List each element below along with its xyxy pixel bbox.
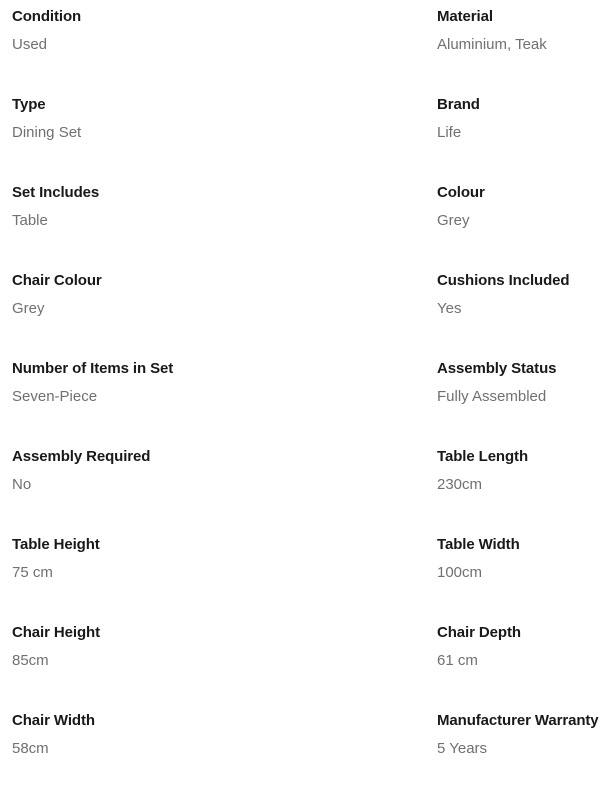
- spec-row: [0, 704, 603, 792]
- spec-set-includes: [12, 184, 412, 230]
- spec-number-of-items: [12, 360, 412, 406]
- spec-value: No: [12, 476, 32, 493]
- spec-value: 230cm: [437, 476, 483, 493]
- spec-table-width: [437, 536, 603, 582]
- spec-label: Number of Items in Set: [12, 360, 174, 377]
- spec-label: Table Width: [437, 536, 520, 553]
- spec-value: Table: [12, 212, 48, 229]
- spec-row: [0, 440, 603, 528]
- spec-label: Chair Depth: [437, 624, 521, 641]
- spec-value: 100cm: [437, 564, 483, 581]
- spec-table-height: [12, 536, 412, 582]
- spec-label: Material: [437, 8, 493, 25]
- spec-value: Used: [12, 36, 48, 53]
- spec-chair-colour: [12, 272, 412, 318]
- spec-label: Set Includes: [12, 184, 100, 201]
- spec-value: Dining Set: [12, 124, 82, 141]
- spec-cushions-included: [437, 272, 603, 318]
- spec-value: 5 Years: [437, 740, 488, 757]
- spec-value: Grey: [12, 300, 45, 317]
- spec-label: Assembly Status: [437, 360, 557, 377]
- spec-label: Table Height: [12, 536, 100, 553]
- spec-value: Life: [437, 124, 462, 141]
- spec-row: [0, 352, 603, 440]
- spec-value: 61 cm: [437, 652, 478, 669]
- spec-material: [437, 8, 603, 54]
- spec-row: [0, 88, 603, 176]
- spec-chair-depth: [437, 624, 603, 670]
- spec-label: Condition: [12, 8, 82, 25]
- spec-row: [0, 528, 603, 616]
- spec-chair-height: [12, 624, 412, 670]
- spec-value: Fully Assembled: [437, 388, 547, 405]
- spec-row: [0, 176, 603, 264]
- spec-value: 85cm: [12, 652, 49, 669]
- spec-value: 58cm: [12, 740, 49, 757]
- spec-label: Chair Width: [12, 712, 95, 729]
- spec-table-length: [437, 448, 603, 494]
- spec-label: Manufacturer Warranty: [437, 712, 599, 729]
- spec-row: [0, 264, 603, 352]
- spec-value: Grey: [437, 212, 470, 229]
- spec-value: 75 cm: [12, 564, 53, 581]
- spec-label: Chair Height: [12, 624, 100, 641]
- spec-colour: [437, 184, 603, 230]
- spec-row: [0, 616, 603, 704]
- spec-value: Aluminium, Teak: [437, 36, 547, 53]
- spec-label: Colour: [437, 184, 485, 201]
- spec-manufacturer-warranty: [437, 712, 603, 758]
- spec-row: [0, 0, 603, 88]
- spec-brand: [437, 96, 603, 142]
- spec-label: Assembly Required: [12, 448, 151, 465]
- spec-label: Brand: [437, 96, 480, 113]
- spec-label: Type: [12, 96, 46, 113]
- spec-condition: [12, 8, 412, 54]
- spec-type: [12, 96, 412, 142]
- spec-chair-width: [12, 712, 412, 758]
- spec-value: Seven-Piece: [12, 388, 98, 405]
- spec-label: Cushions Included: [437, 272, 570, 289]
- spec-assembly-required: [12, 448, 412, 494]
- spec-label: Chair Colour: [12, 272, 102, 289]
- spec-assembly-status: [437, 360, 603, 406]
- spec-value: Yes: [437, 300, 462, 317]
- spec-label: Table Length: [437, 448, 529, 465]
